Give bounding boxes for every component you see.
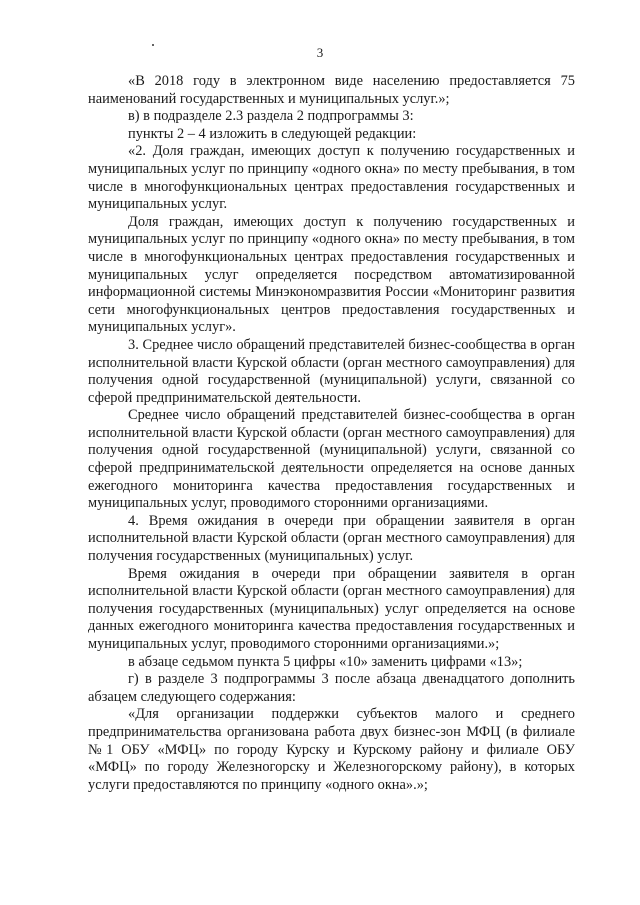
paragraph-7: Среднее число обращений представителей бизнес-сообщества в орган исполнительной власти Курской области (орган местного самоуправления) для получения одной государственной (муниципальной) услуги, связанной со сферой предпринимательской деятельности определяется на основе данных ежегодного мониторинга качества предоставления государственных и муниципальных услуг, проводимого сторонними организациями. [88,407,575,512]
paragraph-5: Доля граждан, имеющих доступ к получению государственных и муниципальных услуг по принципу «одного окна» по месту пребывания, в том числе в многофункциональных центрах предоставления государственных и муниципальных услуг определяется посредством автоматизированной информационной системы Минэкономразвития России «Мониторинг развития сети многофункциональных центров предоставления государственных и муниципальных услуг». [88,213,575,336]
paragraph-8: 4. Время ожидания в очереди при обращении заявителя в орган исполнительной власти Курской области (орган местного самоуправления) для получения государственных (муниципальных) услуг. [88,512,575,565]
paragraph-11: г) в разделе 3 подпрограммы 3 после абзаца двенадцатого дополнить абзацем следующего содержания: [88,671,575,705]
paragraph-6: 3. Среднее число обращений представителей бизнес-сообщества в орган исполнительной власти Курской области (орган местного самоуправления) для получения одной государственной (муниципальной) услуги, связанной со сферой предпринимательской деятельности. [88,336,575,406]
paragraph-2: в) в подразделе 2.3 раздела 2 подпрограммы 3: [128,108,414,125]
document-body [88,73,575,794]
paragraph-4: «2. Доля граждан, имеющих доступ к получению государственных и муниципальных услуг по принципу «одного окна» по месту пребывания, в том числе в многофункциональных центрах предоставления государственных и муниципальных услуг. [88,143,575,213]
paragraph-12: «Для организации поддержки субъектов малого и среднего предпринимательства организована работа двух бизнес-зон МФЦ (в филиале №1 ОБУ «МФЦ» по городу Курску и Курскому району и филиале ОБУ «МФЦ» по городу Железногорску и Железногорскому району), в которых услуги предоставляются по принципу «одного окна».»; [88,706,575,793]
paragraph-9: Время ожидания в очереди при обращении заявителя в орган исполнительной власти Курской области (орган местного самоуправления) для получения государственных (муниципальных) услуг определяется на основе данных ежегодного мониторинга качества предоставления государственных и муниципальных услуг, проводимого сторонними организациями.»; [88,565,575,652]
paragraph-1: «В 2018 году в электронном виде населению предоставляется 75 наименований государственных и муниципальных услуг.»; [88,73,575,107]
page-number: 3 [316,45,324,60]
paragraph-10: в абзаце седьмом пункта 5 цифры «10» заменить цифрами «13»; [128,653,523,670]
paragraph-3: пункты 2 – 4 изложить в следующей редакции: [128,125,417,142]
